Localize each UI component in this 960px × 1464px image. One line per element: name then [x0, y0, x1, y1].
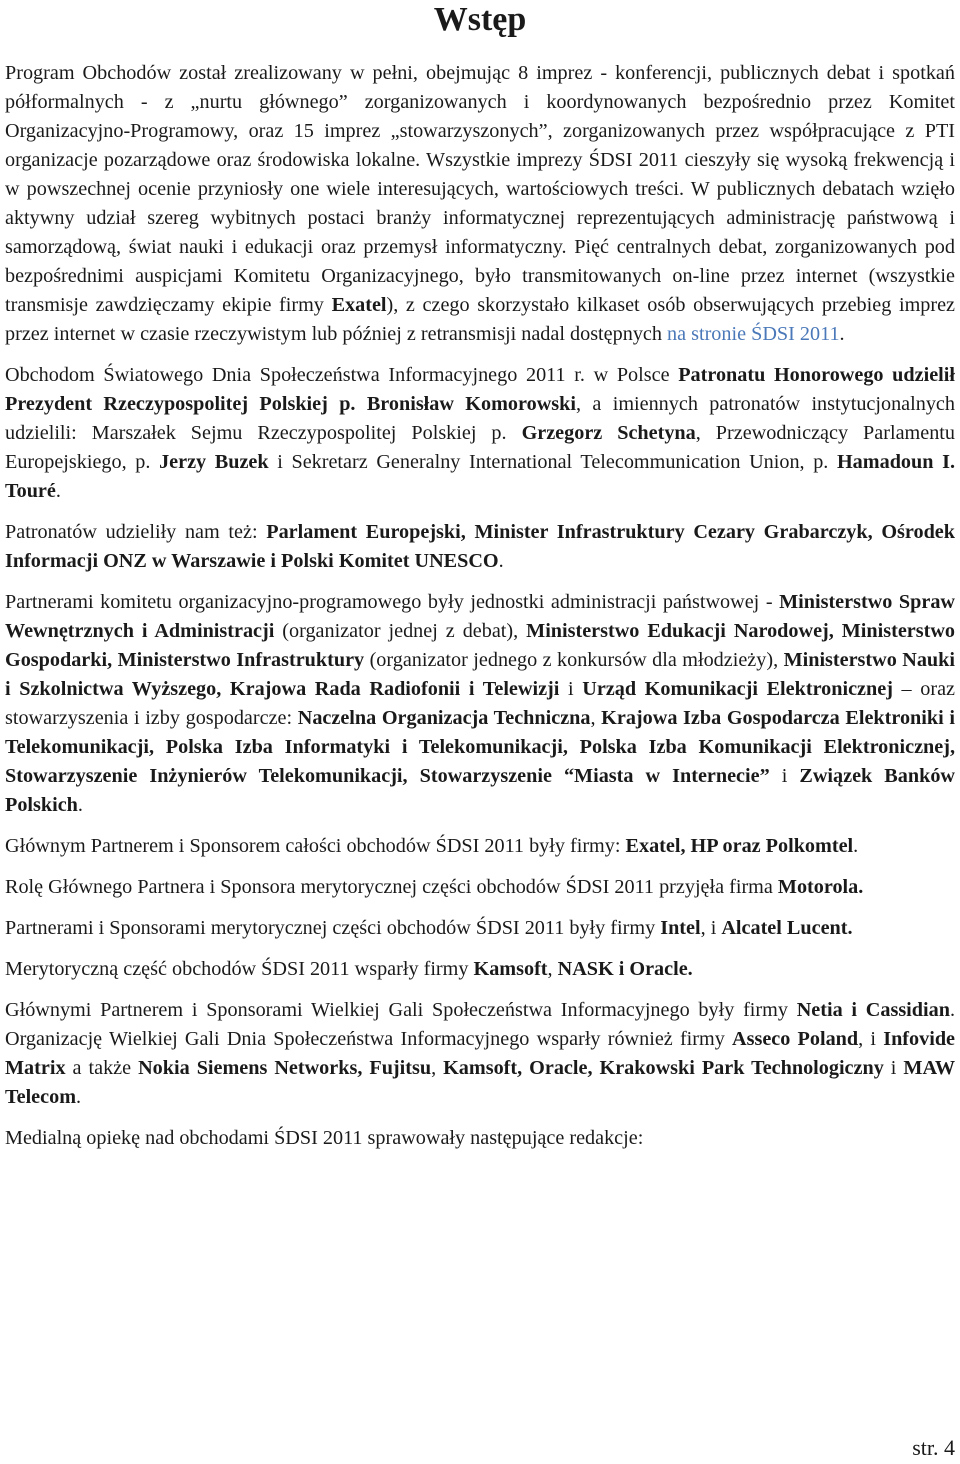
bold-text: Patronatu Honorowego udzielił Prezydent Rzeczypospolitej Polskiej p. Bronisław Komorowski: [5, 364, 955, 415]
text-run: , a imiennych patronatów instytucjonalnych udzielili: Marszałek Sejmu Rzeczypospolitej Polskiej p.: [5, 393, 955, 444]
text-run: i: [559, 678, 583, 700]
text-run: , i: [700, 917, 722, 939]
bold-text: Związek Banków Polskich: [5, 765, 955, 816]
bold-text: Exatel: [331, 294, 387, 316]
bold-text: Ministerstwo Edukacji Narodowej, Ministerstwo Gospodarki, Ministerstwo Infrastruktury: [5, 620, 956, 671]
text-run: .: [853, 835, 859, 857]
bold-text: Motorola.: [777, 876, 864, 898]
bold-text: Nokia Siemens Networks, Fujitsu: [138, 1057, 432, 1079]
document-body: [5, 59, 955, 1165]
bold-text: NASK i Oracle.: [557, 958, 693, 980]
text-run: Partnerami komitetu organizacyjno-programowego były jednostki administracji państwowej -: [5, 591, 780, 613]
bold-text: Naczelna Organizacja Techniczna: [297, 707, 591, 729]
text-run: Merytoryczną część obchodów ŚDSI 2011 wsparły firmy: [5, 958, 474, 980]
bold-text: Urząd Komunikacji Elektronicznej: [582, 678, 893, 700]
text-run: Medialną opiekę nad obchodami ŚDSI 2011 sprawowały następujące redakcje:: [5, 1127, 644, 1149]
paragraph: [5, 955, 955, 984]
text-run: i: [883, 1057, 904, 1079]
page-title: Wstęp: [433, 1, 527, 38]
bold-text: Ministerstwo Spraw Wewnętrznych i Administracji: [5, 591, 955, 642]
text-run: .: [55, 480, 61, 502]
bold-text: Infovide Matrix: [5, 1028, 956, 1079]
sdsi-page-link[interactable]: na stronie ŚDSI 2011: [667, 323, 840, 345]
text-run: .: [839, 323, 845, 345]
paragraph: [5, 873, 955, 902]
text-run: , Przewodniczący Parlamentu Europejskiego, p.: [5, 422, 955, 473]
bold-text: Exatel, HP oraz Polkomtel: [625, 835, 854, 857]
text-run: (organizator jednego z konkursów dla młodzieży),: [364, 649, 784, 671]
paragraph: [5, 588, 955, 820]
text-run: Program Obchodów został zrealizowany w pełni, obejmując 8 imprez - konferencji, publicznych debat i spotkań półformalnych - z „nurtu głównego” zorganizowanych i koordynowanych bezpośrednio przez Komitet Organizacyjno-Programowy, oraz 15 imprez „stowarzyszonych”, zorganizowanych przez współpracujące z PTI organizacje pozarządowe oraz środowiska lokalne. Wszystkie imprezy ŚDSI 2011 cieszyły się wysoką frekwencją i w powszechnej ocenie przyniosły one wiele interesujących, wartościowych treści. W publicznych debatach wzięło aktywny udział szereg wybitnych postaci branży informatycznej reprezentujących administrację państwową i samorządową, świat nauki i edukacji oraz przemysł informatyczny. Pięć centralnych debat, zorganizowanych pod bezpośrednimi auspicjami Komitetu Organizacyjnego, było transmitowanych on-line przez internet (wszystkie transmisje zawdzięczamy ekipie firmy: [5, 62, 955, 316]
paragraph: [5, 1124, 955, 1153]
paragraph: [5, 518, 955, 576]
bold-text: Grzegorz Schetyna: [521, 422, 696, 444]
text-run: Patronatów udzieliły nam też:: [5, 521, 267, 543]
bold-text: Alcatel Lucent.: [721, 917, 853, 939]
bold-text: Parlament Europejski, Minister Infrastruktury Cezary Grabarczyk, Ośrodek Informacji ONZ w Warszawie i Polski Komitet UNESCO: [5, 521, 955, 572]
text-run: i Sekretarz Generalny International Telecommunication Union, p.: [268, 451, 837, 473]
text-run: .: [77, 794, 83, 816]
paragraph: [5, 832, 955, 861]
text-run: ), z czego skorzystało kilkaset osób obserwujących przebieg imprez przez internet w czasie rzeczywistym lub później z retransmisji nadal dostępnych: [5, 294, 956, 345]
bold-text: Jerzy Buzek: [159, 451, 269, 473]
text-run: Rolę Głównego Partnera i Sponsora merytorycznej części obchodów ŚDSI 2011 przyjęła firma: [5, 876, 778, 898]
text-run: (organizator jednej z debat),: [274, 620, 527, 642]
bold-text: Netia i Cassidian: [796, 999, 950, 1021]
bold-text: MAW Telecom: [5, 1057, 956, 1108]
bold-text: Intel: [660, 917, 701, 939]
bold-text: Kamsoft: [473, 958, 548, 980]
text-run: Głównym Partnerem i Sponsorem całości obchodów ŚDSI 2011 były firmy:: [5, 835, 626, 857]
text-run: .: [76, 1086, 82, 1108]
bold-text: Asseco Poland: [732, 1028, 859, 1050]
bold-text: Krajowa Izba Gospodarcza Elektroniki i Telekomunikacji, Polska Izba Informatyki i Telekomunikacji, Polska Izba Komunikacji Elektronicznej, Stowarzyszenie Inżynierów Telekomunikacji, Stowarzyszenie “Miasta w Internecie”: [5, 707, 955, 787]
text-run: .: [498, 550, 504, 572]
text-run: . Organizację Wielkiej Gali Dnia Społeczeństwa Informacyjnego wsparły również firmy: [5, 999, 955, 1050]
bold-text: Kamsoft, Oracle, Krakowski Park Technologiczny: [443, 1057, 884, 1079]
paragraph: [5, 914, 955, 943]
text-run: ,: [431, 1057, 444, 1079]
text-run: Partnerami i Sponsorami merytorycznej części obchodów ŚDSI 2011 były firmy: [5, 917, 661, 939]
text-run: a także: [65, 1057, 139, 1079]
text-run: i: [769, 765, 800, 787]
text-run: Głównymi Partnerem i Sponsorami Wielkiej Gali Społeczeństwa Informacyjnego były firmy: [5, 999, 797, 1021]
text-run: ,: [547, 958, 558, 980]
paragraph: [5, 996, 955, 1112]
text-run: ,: [590, 707, 602, 729]
text-run: Obchodom Światowego Dnia Społeczeństwa Informacyjnego 2011 r. w Polsce: [5, 364, 679, 386]
bold-text: Ministerstwo Nauki i Szkolnictwa Wyższego, Krajowa Rada Radiofonii i Telewizji: [5, 649, 955, 700]
text-run: – oraz stowarzyszenia i izby gospodarcze:: [5, 678, 956, 729]
text-run: , i: [858, 1028, 884, 1050]
paragraph: [5, 361, 955, 506]
page-number: str. 4: [912, 1435, 955, 1460]
paragraph: [5, 59, 955, 349]
bold-text: Hamadoun I. Touré: [5, 451, 955, 502]
